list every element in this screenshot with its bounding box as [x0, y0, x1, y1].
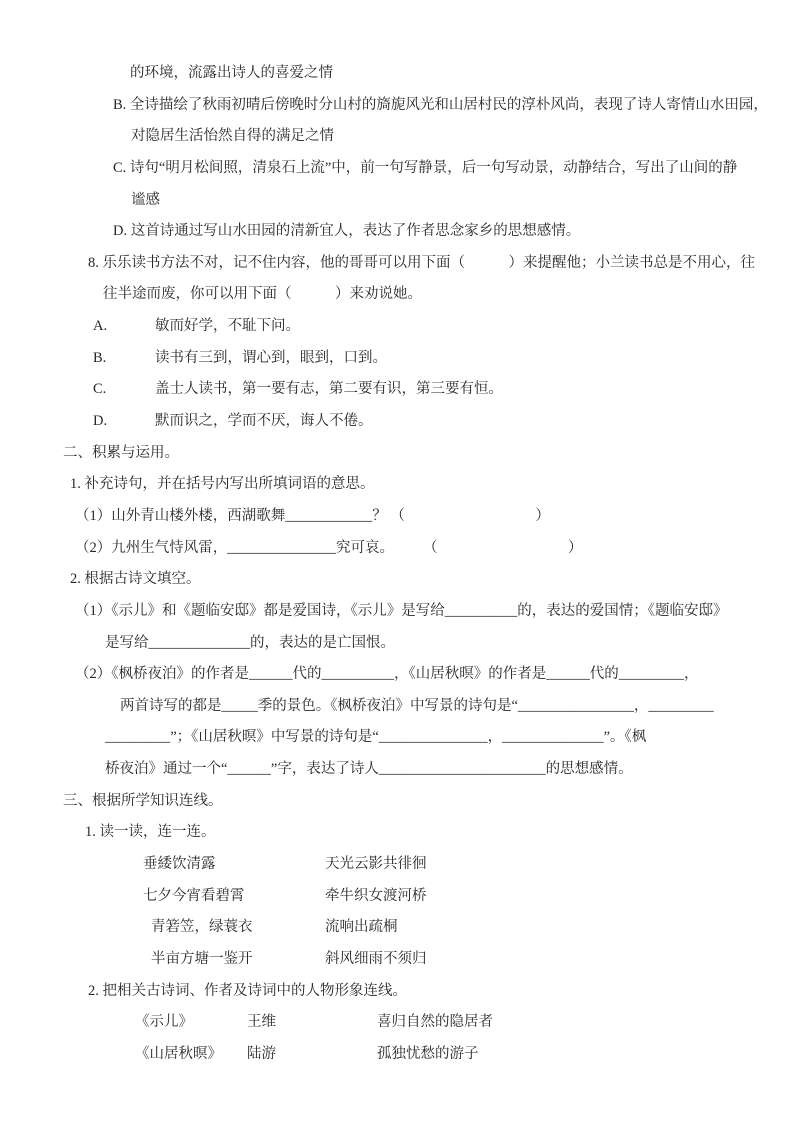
fill-blank-line: _________”；《山居秋暝》中写景的诗句是“_______________，______________”。《枫: [105, 729, 647, 746]
section2-heading: 二、积累与运用。: [63, 444, 179, 461]
option-c-line2: 谧感: [131, 191, 160, 208]
figure-item: 喜归自然的隐居者: [377, 1014, 493, 1031]
match-right-item: 流响出疏桐: [325, 919, 398, 936]
match-row-3col: [135, 1012, 747, 1044]
fill-blank-line: 两首诗写的都是_____季的景色。《枫桥夜泊》中写景的诗句是“________________，_________: [120, 697, 714, 714]
match-right-item: 牵牛织女渡河桥: [325, 887, 427, 904]
match-row: [151, 949, 747, 981]
option-b-line2: 对隐居生活怡然自得的满足之情: [131, 128, 334, 145]
question8-stem-line2: 往半途而废，你可以用下面（ ）来劝说她。: [103, 286, 422, 303]
section2-q1-stem: 1. 补充诗句，并在括号内写出所填词语的意思。: [70, 476, 375, 493]
fill-blank-line: （2）九州生气恃风雷，_______________究可哀。 （ ）: [75, 539, 583, 556]
match-row: [151, 917, 747, 949]
question8-option-c: [93, 379, 747, 411]
question8-option-d: [93, 411, 747, 443]
author-item: 陆游: [247, 1045, 276, 1062]
section3-heading: 三、根据所学知识连线。: [63, 792, 223, 809]
option-c-line1: C. 诗句“明月松间照，清泉石上流”中，前一句写静景，后一句写动景，动静结合，写出了山间的静: [113, 159, 738, 176]
question8-stem-line1: 8. 乐乐读书方法不对，记不住内容，他的哥哥可以用下面（ ）来提醒他；小兰读书总是不用心，往: [88, 254, 755, 271]
option-text: 盖士人读书，第一要有志，第二要有识，第三要有恒。: [155, 381, 503, 398]
option-letter: D.: [93, 413, 108, 430]
section3-q1-stem: 1. 读一读，连一连。: [85, 824, 216, 841]
option-letter: C.: [93, 381, 107, 398]
match-right-item: 斜风细雨不须归: [325, 950, 427, 967]
match-left-item: 垂緌饮清露: [143, 856, 216, 873]
match-row-3col: [135, 1044, 747, 1076]
option-text: 敏而好学，不耻下问。: [155, 318, 300, 335]
fill-blank-line: （1）《示儿》和《题临安邸》都是爱国诗，《示儿》是写给__________的，表达的爱国情；《题临安邸》: [75, 602, 728, 619]
option-letter: B.: [93, 349, 107, 366]
option-letter: A.: [93, 318, 108, 335]
fill-blank-line: 是写给______________的，表达的是亡国恨。: [105, 634, 395, 651]
option-b-line1: B. 全诗描绘了秋雨初晴后傍晚时分山村的旖旎风光和山居村民的淳朴风尚，表现了诗人寄情山水田园，: [113, 96, 768, 113]
fill-blank-line: （1）山外青山楼外楼，西湖歌舞____________？ （ ）: [75, 507, 550, 524]
option-a-continuation: 的环境，流露出诗人的喜爱之情: [130, 65, 333, 81]
match-row: [143, 886, 747, 918]
match-row: [143, 854, 747, 886]
option-text: 读书有三到，谓心到，眼到，口到。: [155, 349, 387, 366]
match-left-item: 七夕今宵看碧霄: [143, 887, 245, 904]
fill-blank-line: 桥夜泊》通过一个“______”字，表达了诗人_______________________的思想感情。: [105, 761, 633, 778]
question8-option-a: [93, 316, 747, 348]
figure-item: 孤独忧愁的游子: [377, 1045, 479, 1062]
option-text: 默而识之，学而不厌，诲人不倦。: [155, 413, 373, 430]
question8-option-b: [93, 348, 747, 380]
section2-q2-stem: 2. 根据古诗文填空。: [70, 571, 201, 588]
fill-blank-line: （2）《枫桥夜泊》的作者是______代的__________，《山居秋暝》的作者是______代的_________，: [75, 666, 699, 683]
match-right-item: 天光云影共徘徊: [325, 856, 427, 873]
match-left-item: 青箬笠，绿蓑衣: [151, 919, 253, 936]
section3-q2-stem: 2. 把相关古诗词、作者及诗词中的人物形象连线。: [88, 982, 407, 999]
author-item: 王维: [247, 1014, 276, 1031]
poem-title-item: 《示儿》: [135, 1014, 193, 1031]
poem-title-item: 《山居秋暝》: [135, 1045, 222, 1062]
match-left-item: 半亩方塘一鉴开: [151, 950, 253, 967]
option-d-line: D. 这首诗通过写山水田园的清新宜人，表达了作者思念家乡的思想感情。: [113, 223, 581, 240]
